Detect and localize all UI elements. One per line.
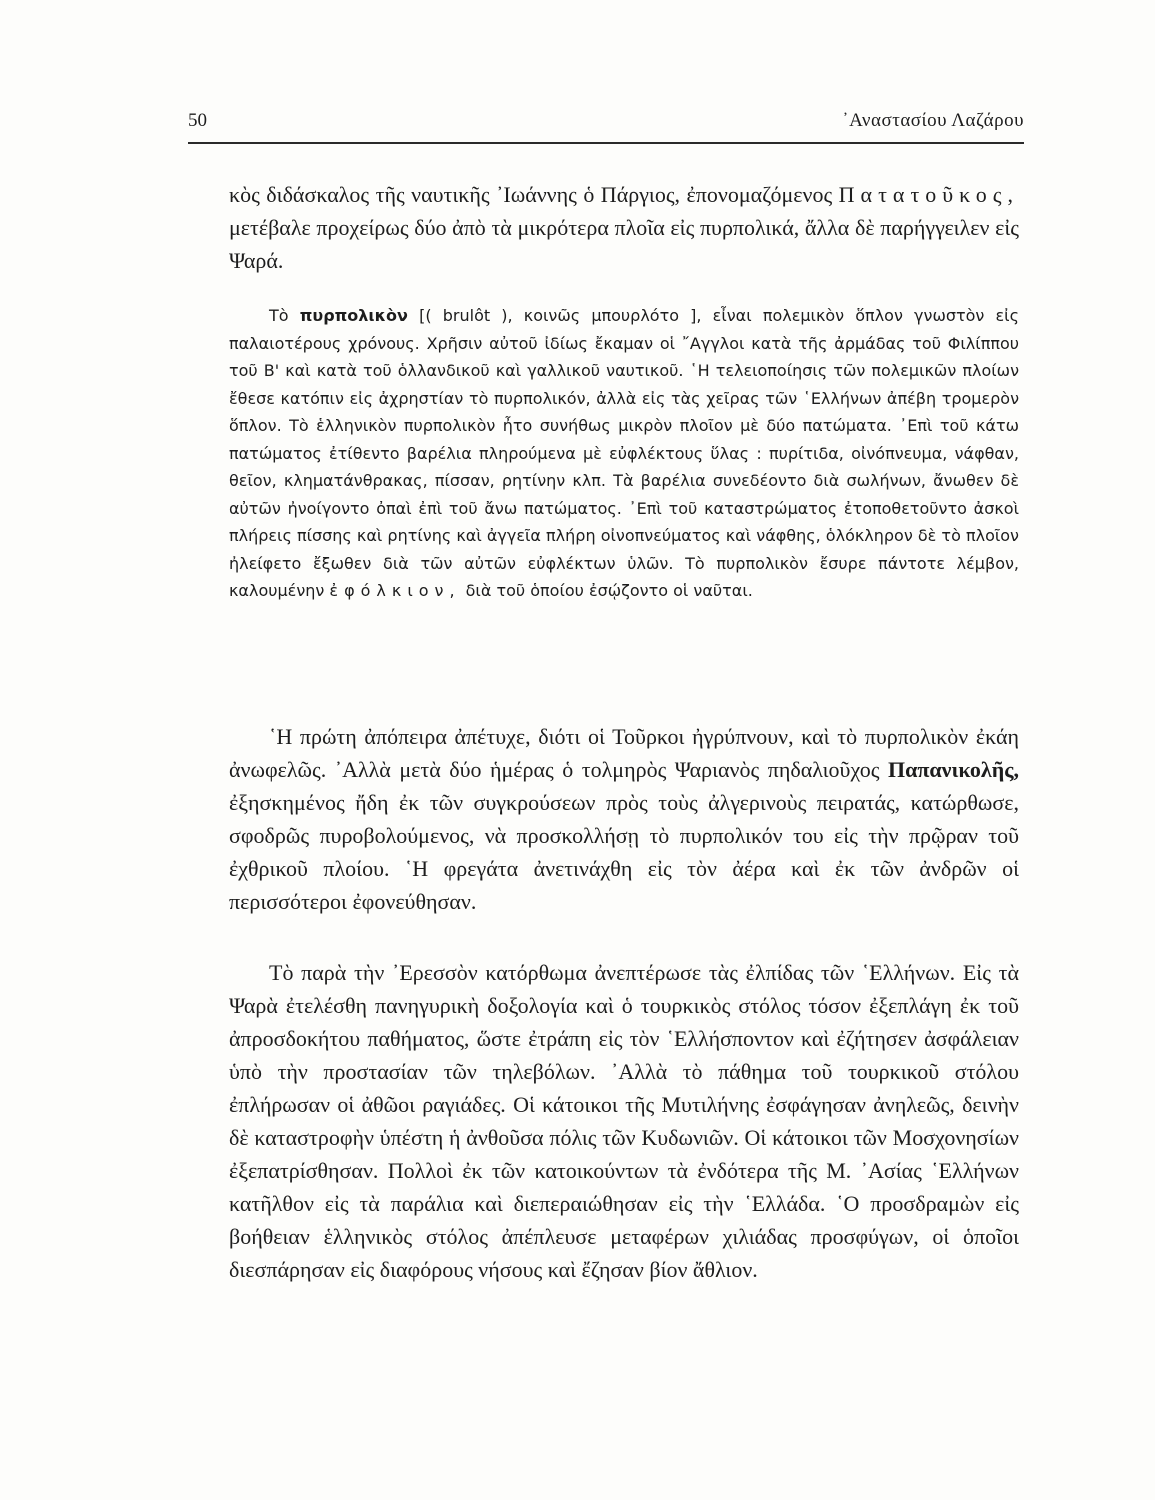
paragraph-attack <box>229 720 1019 918</box>
bold-name: Παπανικολῆς, <box>887 757 1019 782</box>
paragraph-text <box>229 720 1019 918</box>
note-paragraph <box>229 302 1019 605</box>
running-head: ᾿Αναστασίου Λαζάρου <box>842 110 1024 131</box>
page-header <box>188 110 1024 144</box>
page-number: 50 <box>188 110 207 131</box>
spaced-name: Πατατοῦκος, <box>838 182 1020 207</box>
text-span: ἐξησκημένος ἤδη ἐκ τῶν συγκρούσεων πρὸς τοὺς ἀλγερινοὺς πειρατάς, κατώρθωσε, σφοδρῶς πυροβολούμενος, νὰ προσκολλήσῃ τὸ πυρπολικόν του εἰς τὴν πρῷραν τοῦ ἐχθρικοῦ πλοίου. ῾Η φρεγάτα ἀνετινάχθη εἰς τὸν ἀέρα καὶ ἐκ τῶν ἀνδρῶν οἱ περισσότεροι ἐφονεύθησαν. <box>229 790 1019 914</box>
text-span: Τὸ <box>269 306 300 325</box>
paragraph-continuation <box>229 178 1019 277</box>
paragraph-text: Τὸ παρὰ τὴν ᾿Ερεσσὸν κατόρθωμα ἀνεπτέρωσε τὰς ἐλπίδας τῶν ῾Ελλήνων. Εἰς τὰ Ψαρὰ ἐτελέσθη πανηγυρικὴ δοξολογία καὶ ὁ τουρκικὸς στόλος τόσον ἐξεπλάγη ἐκ τοῦ ἀπροσδοκήτου παθήματος, ὥστε ἐτράπη εἰς τὸν ῾Ελλήσποντον καὶ ἐζήτησεν ἀσφάλειαν ὑπὸ τὴν προστασίαν τῶν τηλεβόλων. ᾿Αλλὰ τὸ πάθημα τοῦ τουρκικοῦ στόλου ἐπλήρωσαν οἱ ἀθῶοι ραγιάδες. Οἱ κάτοικοι τῆς Μυτιλήνης ἐσφάγησαν ἀνηλεῶς, δεινὴν δὲ καταστροφὴν ὑπέστη ἡ ἀνθοῦσα πόλις τῶν Κυδωνιῶν. Οἱ κάτοικοι τῶν Μοσχονησίων ἐξεπατρίσθησαν. Πολλοὶ ἐκ τῶν κατοικούντων τὰ ἐνδότερα τῆς Μ. ᾿Ασίας ῾Ελλήνων κατῆλθον εἰς τὰ παράλια καὶ διεπεραιώθησαν εἰς τὴν ῾Ελλάδα. ῾Ο προσδραμὼν εἰς βοήθειαν ἑλληνικὸς στόλος ἀπέπλευσε μεταφέρων χιλιάδας προσφύγων, οἱ ὁποῖοι διεσπάρησαν εἰς διαφόρους νήσους καὶ ἔζησαν βίον ἄθλιον. <box>229 960 1019 1282</box>
paragraph-text <box>229 178 1019 277</box>
text-span: διὰ τοῦ ὁποίου ἐσῴζοντο οἱ ναῦται. <box>460 581 753 600</box>
text-span: κὸς διδάσκαλος τῆς ναυτικῆς ᾿Ιωάννης ὁ Πάργιος, ἐπονομαζόμενος <box>229 182 833 207</box>
header-rule <box>188 142 1024 144</box>
spaced-term: ἐφόλκιον, <box>329 581 461 600</box>
paragraph-aftermath <box>229 956 1019 1286</box>
text-span: ῾Η πρώτη ἀπόπειρα ἀπέτυχε, διότι οἱ Τοῦρκοι ἠγρύπνουν, καὶ τὸ πυρπολικὸν ἐκάη ἀνωφελῶς. ᾿Αλλὰ μετὰ δύο ἡμέρας ὁ τολμηρὸς Ψαριανὸς πηδαλιοῦχος <box>229 724 1019 782</box>
text-span: [( brulôt ), κοινῶς μπουρλότο ], εἶναι πολεμικὸν ὅπλον γνωστὸν εἰς παλαιοτέρους χρόνους. Χρῆσιν αὐτοῦ ἰδίως ἔκαμαν οἱ ῎Αγγλοι κατὰ τῆς ἀρμάδας τοῦ Φιλίππου τοῦ Β' καὶ κατὰ τοῦ ὁλλανδικοῦ καὶ γαλλικοῦ ναυτικοῦ. ῾Η τελειοποίησις τῶν πολεμικῶν πλοίων ἔθεσε κατόπιν εἰς ἀχρηστίαν τὸ πυρπολικόν, ἀλλὰ εἰς τὰς χεῖρας τῶν ῾Ελλήνων ἀπέβη τρομερὸν ὅπλον. Τὸ ἑλληνικὸν πυρπολικὸν ἦτο συνήθως μικρὸν πλοῖον μὲ δύο πατώματα. ᾿Επὶ τοῦ κάτω πατώματος ἐτίθεντο βαρέλια πληρούμενα μὲ εὐφλέκτους ὕλας : πυρίτιδα, οἰνόπνευμα, νάφθαν, θεῖον, κληματάνθρακας, πίσσαν, ρητίνην κλπ. Τὰ βαρέλια συνεδέοντο διὰ σωλήνων, ἄνωθεν δὲ αὐτῶν ἠνοίγοντο ὀπαὶ ἐπὶ τοῦ ἄνω πατώματος. ᾿Επὶ τοῦ καταστρώματος ἐτοποθετοῦντο ἀσκοὶ πλήρεις πίσσης καὶ ρητίνης καὶ ἀγγεῖα πλήρη οἰνοπνεύματος καὶ νάφθης, ὁλόκληρον δὲ τὸ πλοῖον ἠλείφετο ἔξωθεν διὰ τῶν αὐτῶν εὐφλέκτων ὑλῶν. Τὸ πυρπολικὸν ἔσυρε πάντοτε λέμβον, καλουμένην <box>229 306 1019 600</box>
note-text <box>229 302 1019 605</box>
bold-term: πυρπολικὸν <box>299 306 408 325</box>
text-span: μετέβαλε προχείρως δύο ἀπὸ τὰ μικρότερα πλοῖα εἰς πυρπολικά, ἄλλα δὲ παρήγγειλεν εἰς Ψαρά. <box>229 215 1019 273</box>
